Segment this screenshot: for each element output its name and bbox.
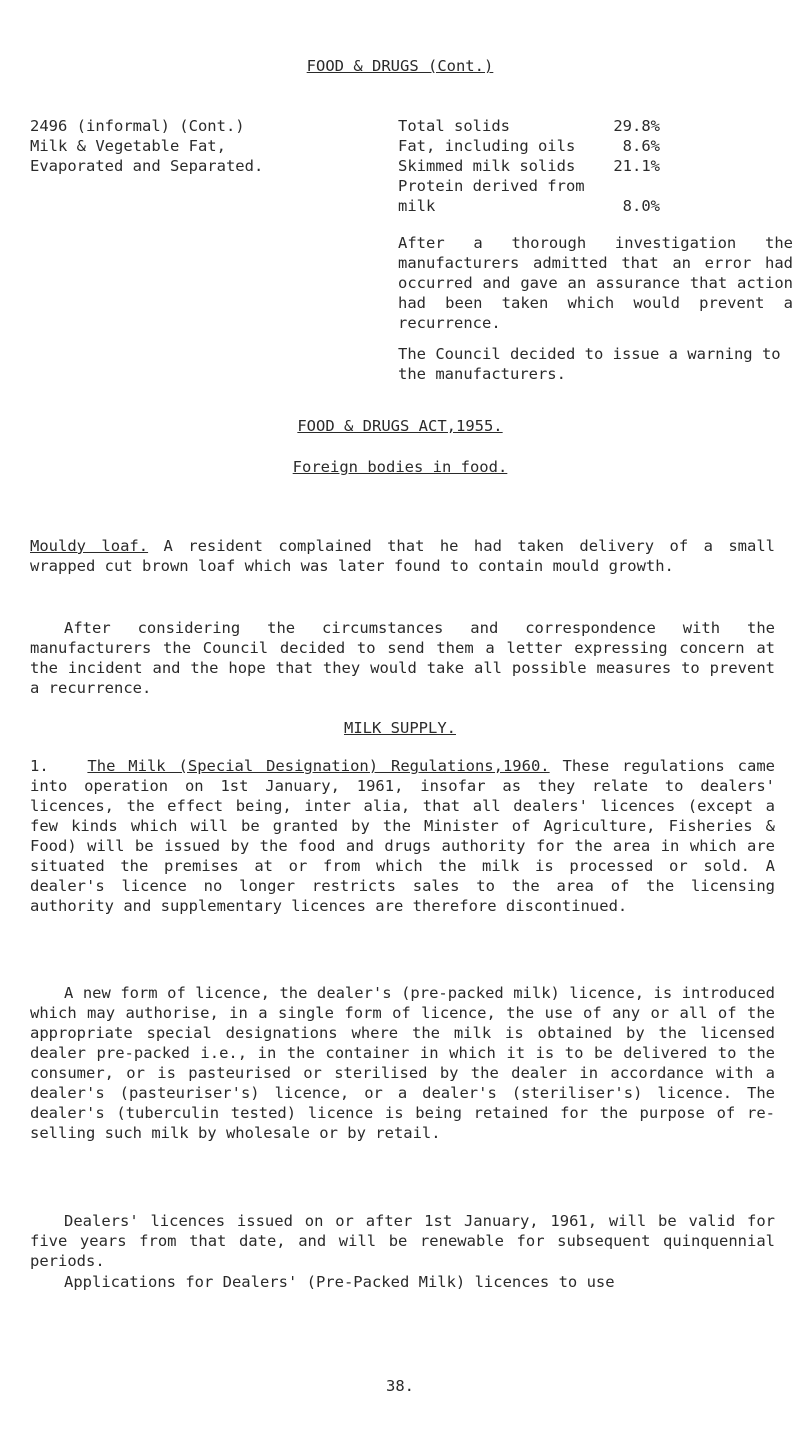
analysis-value: 8.0%	[622, 197, 660, 215]
analysis-label: milk	[398, 197, 436, 215]
decision-paragraph: The Council decided to issue a warning to the manufacturers.	[398, 345, 781, 383]
mouldy-loaf-paragraph	[30, 536, 775, 576]
analysis-label: Fat, including oils	[398, 137, 576, 155]
new-form-paragraph: A new form of licence, the dealer's (pre-packed milk) licence, is introduced which may authorise, in a single form of licence, the use of any or all of the appropriate special designations where the milk is obtained by the licensed dealer pre-packed i.e., in the container in which it is to be delivered to the consumer, or is pasteurised or sterilised by the dealer in accordance with a dealer's (pasteuriser's) licence, or a dealer's (steriliser's) licence. The dealer's (tuberculin tested) licence is being retained for the purpose of re-selling such milk by wholesale or by retail.	[30, 984, 775, 1142]
analysis-value: 21.1%	[613, 157, 660, 175]
mouldy-followup-paragraph: After considering the circumstances and correspondence with the manufacturers the Council decided to send them a letter expressing concern at the incident and the hope that they would take all possible measures to prevent a recurrence.	[30, 619, 775, 697]
page-number: 38.	[386, 1377, 414, 1395]
sample-name-line-2: Evaporated and Separated.	[30, 157, 264, 175]
sample-reference: 2496 (informal) (Cont.)	[30, 117, 245, 135]
analysis-value: 8.6%	[622, 137, 660, 155]
analysis-label: Protein derived from	[398, 177, 585, 195]
analysis-value: 29.8%	[613, 117, 660, 135]
analysis-label: Total solids	[398, 117, 510, 135]
mouldy-loaf-text: A resident complained that he had taken delivery of a small wrapped cut brown loaf which was later found to contain mould growth.	[30, 537, 775, 575]
act-subheading: Foreign bodies in food.	[292, 458, 508, 476]
act-heading: FOOD & DRUGS ACT,1955.	[297, 417, 503, 435]
mouldy-loaf-label: Mouldy loaf.	[30, 537, 149, 555]
milk-supply-heading: MILK SUPPLY.	[344, 719, 456, 737]
regulation-title: The Milk (Special Designation) Regulations,1960.	[87, 757, 550, 775]
page-title: FOOD & DRUGS (Cont.)	[306, 57, 494, 75]
regulations-paragraph	[30, 756, 775, 916]
regulation-text: These regulations came into operation on 1st January, 1961, insofar as they relate to dealers' licences, the effect being, inter alia, that all dealers' licences (except a few kinds which will be granted by the Minister of Agriculture, Fisheries & Food) will be issued by the food and drugs authority for the area in which are situated the premises at or from which the milk is processed or sold. A dealer's licence no longer restricts sales to the area of the licensing authority and supplementary licences are therefore discontinued.	[30, 757, 775, 915]
item-number: 1.	[30, 757, 49, 775]
applications-paragraph: Applications for Dealers' (Pre-Packed Milk) licences to use	[64, 1273, 615, 1291]
validity-paragraph: Dealers' licences issued on or after 1st January, 1961, will be valid for five years from that date, and will be renewable for subsequent quinquennial periods.	[30, 1212, 775, 1270]
sample-name-line-1: Milk & Vegetable Fat,	[30, 137, 226, 155]
investigation-paragraph: After a thorough investigation the manufacturers admitted that an error had occurred and gave an assurance that action had been taken which would prevent a recurrence.	[398, 234, 793, 332]
analysis-label: Skimmed milk solids	[398, 157, 576, 175]
